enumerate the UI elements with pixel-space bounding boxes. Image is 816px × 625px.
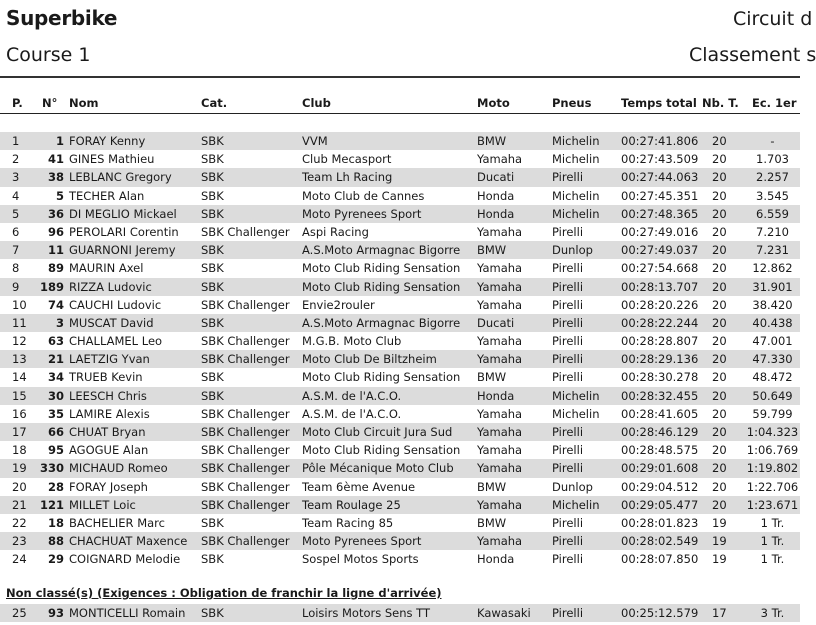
cell-name: FORAY Joseph xyxy=(69,479,148,494)
cell-tyres: Pirelli xyxy=(552,297,584,312)
cell-club: Team Racing 85 xyxy=(302,515,394,530)
cell-total-time: 00:27:44.063 xyxy=(621,170,699,185)
cell-total-time: 00:28:32.455 xyxy=(621,388,699,403)
table-row xyxy=(0,423,800,441)
table-row xyxy=(0,259,800,277)
cell-name: MICHAUD Romeo xyxy=(69,461,168,476)
table-row xyxy=(0,514,800,532)
cell-tyres: Dunlop xyxy=(552,243,593,258)
table-row xyxy=(0,296,800,314)
cell-position: 20 xyxy=(12,479,27,494)
cell-moto: Kawasaki xyxy=(477,606,531,620)
cell-number: 29 xyxy=(47,552,64,567)
results-table xyxy=(0,132,800,569)
cell-name: CHALLAMEL Leo xyxy=(69,334,163,349)
cell-moto: Yamaha xyxy=(477,406,523,421)
cell-moto: Yamaha xyxy=(477,261,523,276)
cell-gap: 31.901 xyxy=(752,279,793,294)
cell-gap: 1 Tr. xyxy=(760,552,785,567)
cell-position: 10 xyxy=(12,297,27,312)
col-header-category: Cat. xyxy=(201,96,228,110)
cell-name: COIGNARD Melodie xyxy=(69,552,181,567)
cell-moto: Honda xyxy=(477,388,515,403)
table-row xyxy=(0,496,800,514)
cell-category: SBK xyxy=(201,243,224,258)
cell-gap: 12.862 xyxy=(752,261,793,276)
col-header-laps: Nb. T. xyxy=(702,96,739,110)
table-row xyxy=(0,387,800,405)
cell-gap: 1:06.769 xyxy=(746,443,799,458)
cell-laps: 20 xyxy=(712,497,727,512)
cell-position: 13 xyxy=(12,352,27,367)
cell-club: Moto Pyrenees Sport xyxy=(302,534,422,549)
cell-laps: 20 xyxy=(712,224,727,239)
cell-number: 189 xyxy=(39,279,64,294)
cell-name: CAUCHI Ludovic xyxy=(69,297,162,312)
cell-gap: 38.420 xyxy=(752,297,793,312)
cell-laps: 20 xyxy=(712,334,727,349)
table-row xyxy=(0,478,800,496)
cell-position: 1 xyxy=(12,134,20,148)
table-row xyxy=(0,168,800,186)
cell-gap: 6.559 xyxy=(756,206,789,221)
cell-laps: 20 xyxy=(712,279,727,294)
cell-number: 63 xyxy=(47,334,64,349)
cell-category: SBK Challenger xyxy=(201,334,290,349)
cell-category: SBK xyxy=(201,315,224,330)
cell-tyres: Pirelli xyxy=(552,443,584,458)
cell-name: MONTICELLI Romain xyxy=(69,606,186,620)
cell-number: 1 xyxy=(55,134,64,148)
table-row xyxy=(0,441,800,459)
table-row xyxy=(0,405,800,423)
cell-total-time: 00:28:07.850 xyxy=(621,552,699,567)
cell-club: Pôle Mécanique Moto Club xyxy=(302,461,454,476)
cell-number: 18 xyxy=(47,515,64,530)
cell-position: 3 xyxy=(12,170,20,185)
cell-category: SBK xyxy=(201,279,224,294)
table-row xyxy=(0,459,800,477)
cell-total-time: 00:27:49.016 xyxy=(621,224,699,239)
cell-position: 15 xyxy=(12,388,27,403)
cell-club: M.G.B. Moto Club xyxy=(302,334,402,349)
cell-tyres: Pirelli xyxy=(552,370,584,385)
cell-tyres: Pirelli xyxy=(552,606,584,620)
page-subtitle: Course 1 xyxy=(6,44,91,66)
cell-number: 93 xyxy=(47,606,64,620)
cell-number: 330 xyxy=(39,461,64,476)
col-header-gap: Ec. 1er xyxy=(752,96,797,110)
cell-name: DI MEGLIO Mickael xyxy=(69,206,177,221)
col-header-total-time: Temps total xyxy=(621,96,697,110)
cell-gap: 1 Tr. xyxy=(760,534,785,549)
cell-moto: Yamaha xyxy=(477,334,523,349)
cell-name: LAETZIG Yvan xyxy=(69,352,150,367)
cell-position: 11 xyxy=(12,315,27,330)
cell-tyres: Pirelli xyxy=(552,552,584,567)
cell-position: 8 xyxy=(12,261,20,276)
cell-laps: 20 xyxy=(712,261,727,276)
cell-category: SBK Challenger xyxy=(201,406,290,421)
cell-moto: Yamaha xyxy=(477,152,523,167)
cell-total-time: 00:28:01.823 xyxy=(621,515,699,530)
cell-number: 28 xyxy=(47,479,64,494)
cell-tyres: Dunlop xyxy=(552,479,593,494)
table-row xyxy=(0,223,800,241)
cell-name: FORAY Kenny xyxy=(69,134,146,148)
cell-total-time: 00:29:04.512 xyxy=(621,479,699,494)
cell-gap: 2.257 xyxy=(756,170,789,185)
cell-total-time: 00:29:01.608 xyxy=(621,461,699,476)
cell-category: SBK xyxy=(201,606,224,620)
cell-club: Moto Club De Biltzheim xyxy=(302,352,437,367)
cell-category: SBK xyxy=(201,170,224,185)
cell-gap: 3 Tr. xyxy=(760,606,785,620)
cell-total-time: 00:25:12.579 xyxy=(621,606,699,620)
cell-name: TECHER Alan xyxy=(69,188,145,203)
cell-total-time: 00:27:54.668 xyxy=(621,261,699,276)
cell-number: 66 xyxy=(47,425,64,439)
cell-tyres: Michelin xyxy=(552,206,600,221)
table-row xyxy=(0,205,800,223)
cell-tyres: Michelin xyxy=(552,152,600,167)
cell-name: GINES Mathieu xyxy=(69,152,155,167)
cell-number: 95 xyxy=(47,443,64,458)
cell-laps: 20 xyxy=(712,352,727,367)
table-row xyxy=(0,187,800,205)
cell-position: 18 xyxy=(12,443,27,458)
cell-moto: Yamaha xyxy=(477,279,523,294)
cell-category: SBK xyxy=(201,188,224,203)
cell-moto: Yamaha xyxy=(477,534,523,549)
cell-laps: 20 xyxy=(712,425,727,439)
cell-moto: Ducati xyxy=(477,315,515,330)
cell-number: 5 xyxy=(55,188,64,203)
cell-total-time: 00:28:46.129 xyxy=(621,425,699,439)
cell-tyres: Pirelli xyxy=(552,170,584,185)
cell-laps: 20 xyxy=(712,443,727,458)
cell-tyres: Pirelli xyxy=(552,352,584,367)
cell-category: SBK Challenger xyxy=(201,224,290,239)
cell-moto: Honda xyxy=(477,188,515,203)
cell-gap: 1:22.706 xyxy=(746,479,799,494)
cell-number: 121 xyxy=(39,497,64,512)
cell-position: 9 xyxy=(12,279,20,294)
cell-moto: Honda xyxy=(477,206,515,221)
col-header-moto: Moto xyxy=(477,96,510,110)
cell-gap: 7.210 xyxy=(756,224,789,239)
cell-category: SBK xyxy=(201,152,224,167)
cell-laps: 17 xyxy=(712,606,727,620)
cell-position: 4 xyxy=(12,188,20,203)
cell-club: Aspi Racing xyxy=(302,224,369,239)
cell-gap: 59.799 xyxy=(752,406,793,421)
cell-number: 36 xyxy=(47,206,64,221)
non-classified-title: Non classé(s) (Exigences : Obligation de franchir la ligne d'arrivée) xyxy=(6,586,442,600)
cell-number: 88 xyxy=(47,534,64,549)
cell-laps: 19 xyxy=(712,552,727,567)
cell-moto: BMW xyxy=(477,515,507,530)
cell-moto: BMW xyxy=(477,134,507,148)
cell-position: 22 xyxy=(12,515,27,530)
cell-club: Moto Club de Cannes xyxy=(302,188,425,203)
table-row xyxy=(0,368,800,386)
cell-laps: 20 xyxy=(712,406,727,421)
cell-club: Team Lh Racing xyxy=(302,170,393,185)
cell-tyres: Pirelli xyxy=(552,315,584,330)
cell-number: 21 xyxy=(47,352,64,367)
cell-moto: BMW xyxy=(477,243,507,258)
cell-tyres: Michelin xyxy=(552,134,600,148)
cell-gap: 3.545 xyxy=(756,188,789,203)
cell-gap: 47.330 xyxy=(752,352,793,367)
cell-tyres: Pirelli xyxy=(552,224,584,239)
cell-category: SBK xyxy=(201,370,224,385)
cell-laps: 20 xyxy=(712,315,727,330)
table-row xyxy=(0,532,800,550)
cell-total-time: 00:28:28.807 xyxy=(621,334,699,349)
cell-gap: 1.703 xyxy=(756,152,789,167)
cell-moto: Yamaha xyxy=(477,497,523,512)
table-row xyxy=(0,150,800,168)
cell-club: Loisirs Motors Sens TT xyxy=(302,606,431,620)
cell-club: Moto Club Riding Sensation xyxy=(302,279,461,294)
cell-category: SBK xyxy=(201,515,224,530)
table-row xyxy=(0,241,800,259)
cell-name: TRUEB Kevin xyxy=(69,370,143,385)
cell-gap: 1:23.671 xyxy=(746,497,799,512)
cell-position: 25 xyxy=(12,606,27,620)
cell-category: SBK Challenger xyxy=(201,534,290,549)
classement-title: Classement s xyxy=(689,44,816,66)
cell-category: SBK xyxy=(201,261,224,276)
cell-gap: 50.649 xyxy=(752,388,793,403)
col-header-name: Nom xyxy=(69,96,99,110)
cell-name: LAMIRE Alexis xyxy=(69,406,150,421)
cell-category: SBK Challenger xyxy=(201,479,290,494)
table-row xyxy=(0,332,800,350)
cell-number: 3 xyxy=(55,315,64,330)
cell-gap: 7.231 xyxy=(756,243,789,258)
cell-club: Sospel Motos Sports xyxy=(302,552,419,567)
col-header-club: Club xyxy=(302,96,331,110)
cell-total-time: 00:28:41.605 xyxy=(621,406,699,421)
cell-gap: 1:04.323 xyxy=(746,425,799,439)
cell-position: 24 xyxy=(12,552,27,567)
cell-name: MUSCAT David xyxy=(69,315,154,330)
cell-number: 96 xyxy=(47,224,64,239)
cell-laps: 20 xyxy=(712,388,727,403)
cell-tyres: Pirelli xyxy=(552,261,584,276)
cell-category: SBK Challenger xyxy=(201,461,290,476)
cell-category: SBK xyxy=(201,134,224,148)
cell-name: MILLET Loic xyxy=(69,497,136,512)
cell-laps: 20 xyxy=(712,243,727,258)
cell-moto: Yamaha xyxy=(477,297,523,312)
cell-total-time: 00:28:20.226 xyxy=(621,297,699,312)
cell-number: 11 xyxy=(47,243,64,258)
col-header-number: N° xyxy=(42,96,58,110)
cell-category: SBK xyxy=(201,552,224,567)
cell-position: 17 xyxy=(12,425,27,439)
cell-tyres: Pirelli xyxy=(552,461,584,476)
cell-club: Team 6ème Avenue xyxy=(302,479,416,494)
cell-total-time: 00:28:30.278 xyxy=(621,370,699,385)
cell-name: GUARNONI Jeremy xyxy=(69,243,176,258)
cell-gap: - xyxy=(770,134,775,148)
cell-laps: 19 xyxy=(712,515,727,530)
cell-category: SBK Challenger xyxy=(201,425,290,439)
cell-number: 35 xyxy=(47,406,64,421)
page-title: Superbike xyxy=(6,6,118,30)
cell-number: 74 xyxy=(47,297,64,312)
cell-club: A.S.M. de l'A.C.O. xyxy=(302,388,402,403)
cell-tyres: Pirelli xyxy=(552,334,584,349)
cell-category: SBK xyxy=(201,206,224,221)
cell-category: SBK xyxy=(201,388,224,403)
cell-moto: Yamaha xyxy=(477,425,523,439)
cell-name: CHACHUAT Maxence xyxy=(69,534,188,549)
table-row xyxy=(0,350,800,368)
cell-club: Moto Club Riding Sensation xyxy=(302,370,461,385)
cell-total-time: 00:27:45.351 xyxy=(621,188,699,203)
col-header-position: P. xyxy=(12,96,23,110)
cell-total-time: 00:27:49.037 xyxy=(621,243,699,258)
cell-club: A.S.M. de l'A.C.O. xyxy=(302,406,402,421)
cell-name: BACHELIER Marc xyxy=(69,515,165,530)
circuit-title: Circuit d xyxy=(733,8,813,30)
cell-club: A.S.Moto Armagnac Bigorre xyxy=(302,315,461,330)
non-classified-table xyxy=(0,604,800,622)
cell-position: 5 xyxy=(12,206,20,221)
cell-position: 19 xyxy=(12,461,27,476)
cell-gap: 48.472 xyxy=(752,370,793,385)
table-row xyxy=(0,278,800,296)
cell-number: 41 xyxy=(47,152,64,167)
cell-total-time: 00:28:48.575 xyxy=(621,443,699,458)
cell-name: CHUAT Bryan xyxy=(69,425,146,439)
cell-club: Club Mecasport xyxy=(302,152,392,167)
table-row xyxy=(0,604,800,622)
top-divider xyxy=(0,76,800,78)
cell-total-time: 00:27:41.806 xyxy=(621,134,699,148)
cell-name: AGOGUE Alan xyxy=(69,443,149,458)
col-header-tyres: Pneus xyxy=(552,96,592,110)
cell-total-time: 00:28:13.707 xyxy=(621,279,699,294)
cell-tyres: Pirelli xyxy=(552,425,584,439)
cell-tyres: Michelin xyxy=(552,406,600,421)
cell-laps: 19 xyxy=(712,534,727,549)
cell-moto: Yamaha xyxy=(477,461,523,476)
cell-total-time: 00:29:05.477 xyxy=(621,497,699,512)
cell-laps: 20 xyxy=(712,134,727,148)
cell-gap: 47.001 xyxy=(752,334,793,349)
cell-position: 23 xyxy=(12,534,27,549)
table-header xyxy=(0,96,800,113)
cell-number: 89 xyxy=(47,261,64,276)
cell-total-time: 00:27:43.509 xyxy=(621,152,699,167)
cell-laps: 20 xyxy=(712,461,727,476)
cell-total-time: 00:28:29.136 xyxy=(621,352,699,367)
cell-position: 7 xyxy=(12,243,20,258)
cell-tyres: Michelin xyxy=(552,497,600,512)
cell-gap: 1 Tr. xyxy=(760,515,785,530)
cell-gap: 40.438 xyxy=(752,315,793,330)
cell-moto: BMW xyxy=(477,479,507,494)
cell-club: Moto Club Riding Sensation xyxy=(302,443,461,458)
cell-name: RIZZA Ludovic xyxy=(69,279,152,294)
header-divider xyxy=(0,113,800,114)
cell-name: LEBLANC Gregory xyxy=(69,170,172,185)
cell-name: MAURIN Axel xyxy=(69,261,144,276)
cell-total-time: 00:27:48.365 xyxy=(621,206,699,221)
cell-moto: Honda xyxy=(477,552,515,567)
cell-tyres: Pirelli xyxy=(552,534,584,549)
cell-laps: 20 xyxy=(712,370,727,385)
cell-laps: 20 xyxy=(712,479,727,494)
cell-moto: Yamaha xyxy=(477,443,523,458)
cell-tyres: Michelin xyxy=(552,388,600,403)
cell-club: Team Roulage 25 xyxy=(302,497,401,512)
cell-name: PEROLARI Corentin xyxy=(69,224,179,239)
table-row xyxy=(0,314,800,332)
cell-number: 38 xyxy=(47,170,64,185)
cell-laps: 20 xyxy=(712,170,727,185)
cell-category: SBK Challenger xyxy=(201,443,290,458)
cell-club: Moto Pyrenees Sport xyxy=(302,206,422,221)
table-row xyxy=(0,132,800,150)
cell-laps: 20 xyxy=(712,206,727,221)
cell-tyres: Pirelli xyxy=(552,515,584,530)
cell-club: Moto Club Riding Sensation xyxy=(302,261,461,276)
cell-category: SBK Challenger xyxy=(201,297,290,312)
table-row xyxy=(0,550,800,568)
cell-number: 34 xyxy=(47,370,64,385)
cell-laps: 20 xyxy=(712,188,727,203)
cell-moto: Ducati xyxy=(477,170,515,185)
cell-moto: Yamaha xyxy=(477,352,523,367)
cell-position: 2 xyxy=(12,152,20,167)
cell-club: VVM xyxy=(302,134,328,148)
cell-laps: 20 xyxy=(712,152,727,167)
cell-position: 21 xyxy=(12,497,27,512)
cell-tyres: Michelin xyxy=(552,188,600,203)
cell-name: LEESCH Chris xyxy=(69,388,147,403)
cell-gap: 1:19.802 xyxy=(746,461,799,476)
cell-category: SBK Challenger xyxy=(201,352,290,367)
cell-moto: Yamaha xyxy=(477,224,523,239)
cell-moto: BMW xyxy=(477,370,507,385)
cell-position: 16 xyxy=(12,406,27,421)
cell-tyres: Pirelli xyxy=(552,279,584,294)
cell-number: 30 xyxy=(47,388,64,403)
cell-total-time: 00:28:02.549 xyxy=(621,534,699,549)
cell-club: Envie2rouler xyxy=(302,297,375,312)
cell-position: 6 xyxy=(12,224,20,239)
cell-laps: 20 xyxy=(712,297,727,312)
cell-position: 12 xyxy=(12,334,27,349)
cell-category: SBK Challenger xyxy=(201,497,290,512)
cell-club: A.S.Moto Armagnac Bigorre xyxy=(302,243,461,258)
cell-total-time: 00:28:22.244 xyxy=(621,315,699,330)
cell-position: 14 xyxy=(12,370,27,385)
cell-club: Moto Club Circuit Jura Sud xyxy=(302,425,453,439)
